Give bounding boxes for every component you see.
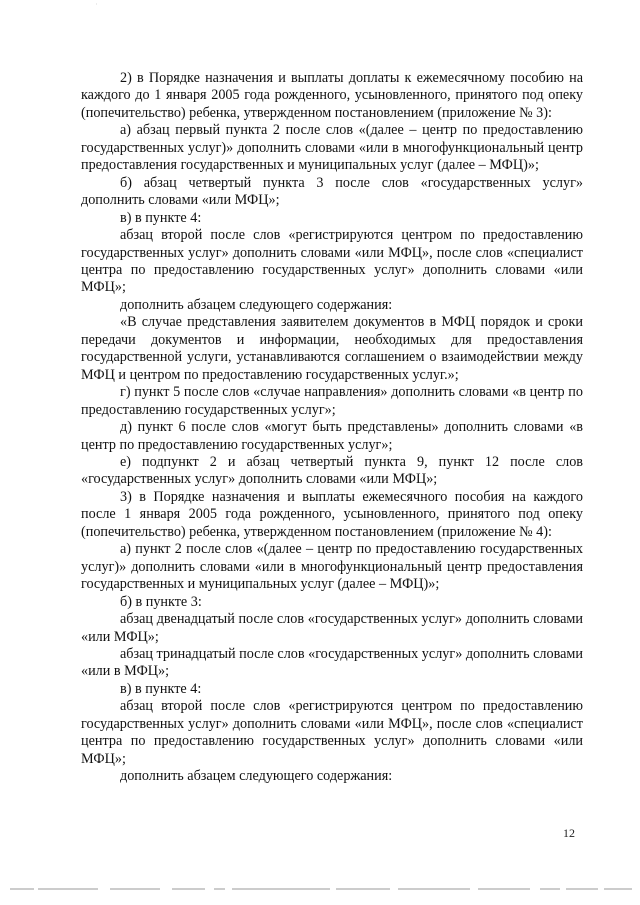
- paragraph: б) в пункте 3:: [120, 593, 202, 610]
- paragraph: дополнить абзацем следующего содержания:: [120, 296, 393, 313]
- paragraph: б) абзац четвертый пункта 3 после слов «государственных услуг» дополнить словами «или МФЦ»;: [81, 174, 583, 209]
- paragraph: а) пункт 2 после слов «(далее – центр по предоставлению государственных услуг)» дополнить словами «или в многофункциональный центр предоставления государственных и муниципальных услуг (далее – МФЦ)»;: [81, 541, 583, 593]
- document-body: [81, 70, 583, 786]
- paragraph: абзац тринадцатый после слов «государственных услуг» дополнить словами «или в МФЦ»;: [81, 645, 583, 680]
- paragraph: д) пункт 6 после слов «могут быть представлены» дополнить словами «в центр по предоставлению государственных услуг»;: [81, 419, 583, 453]
- paragraph: в) в пункте 4:: [120, 209, 202, 226]
- paragraph: 2) в Порядке назначения и выплаты доплаты к ежемесячному пособию на каждого до 1 января 2005 года рожденного, усыновленного, принятого под опеку (попечительство) ребенка, утвержденном постановлением (приложение № 3):: [81, 70, 583, 121]
- paragraph: «В случае представления заявителем документов в МФЦ порядок и сроки передачи документов и информации, необходимых для предоставления государственной услуги, устанавливаются соглашением о взаимодействии между МФЦ и центром по предоставлению государственных услуг.»;: [81, 314, 583, 383]
- scan-top-edge: [0, 0, 640, 6]
- paragraph: абзац двенадцатый после слов «государственных услуг» дополнить словами «или МФЦ»;: [81, 611, 583, 645]
- scan-bottom-edge: [0, 883, 640, 895]
- paragraph: а) абзац первый пункта 2 после слов «(далее – центр по предоставлению государственных услуг)» дополнить словами «или в многофункциональный центр предоставления государственных и муниципальных услуг (далее – МФЦ)»;: [81, 122, 583, 174]
- paragraph: в) в пункте 4:: [120, 680, 202, 697]
- paragraph: абзац второй после слов «регистрируются центром по предоставлению государственных услуг» дополнить словами «или МФЦ», после слов «специалист центра по предоставлению государственных услуг» дополнить словами «или МФЦ»;: [81, 227, 583, 296]
- paragraph: г) пункт 5 после слов «случае направления» дополнить словами «в центр по предоставлению государственных услуг»;: [81, 384, 583, 418]
- paragraph: 3) в Порядке назначения и выплаты ежемесячного пособия на каждого после 1 января 2005 года рожденного, усыновленного, принятого под опеку (попечительство) ребенка, утвержденном постановлением (приложение № 4):: [81, 488, 583, 540]
- page-number: 12: [563, 826, 575, 840]
- paragraph: дополнить абзацем следующего содержания:: [120, 768, 393, 785]
- paragraph: е) подпункт 2 и абзац четвертый пункта 9, пункт 12 после слов «государственных услуг» дополнить словами «или МФЦ»;: [81, 453, 583, 488]
- paragraph: абзац второй после слов «регистрируются центром по предоставлению государственных услуг» дополнить словами «или МФЦ», после слов «специалист центра по предоставлению государственных услуг» дополнить словами «или МФЦ»;: [81, 698, 583, 767]
